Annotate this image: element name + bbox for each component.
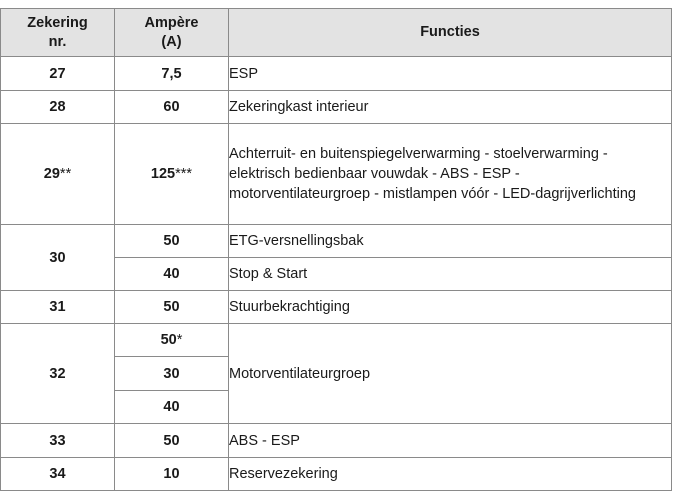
header-ampere — [115, 9, 229, 57]
fuse-number — [1, 124, 115, 225]
table-row — [1, 91, 672, 124]
table-row — [1, 225, 672, 258]
fuse-function-line-2: elektrisch bedienbaar vouwdak - ABS - ESP - — [229, 166, 520, 182]
fuse-function-line-1: Achterruit- en buitenspiegelverwarming - stoelverwarming - — [229, 146, 608, 162]
header-fuse-line-2: nr. — [48, 33, 67, 50]
table-row — [1, 291, 672, 324]
fuse-function: Stop & Start — [229, 258, 672, 291]
table-row — [1, 458, 672, 491]
fuse-function: Motorventilateurgroep — [229, 324, 672, 424]
fuse-function: Stuurbekrachtiging — [229, 291, 672, 324]
header-fuse-line-1: Zekering — [27, 14, 88, 31]
table-row — [1, 424, 672, 458]
fuse-number: 28 — [1, 91, 115, 124]
fuse-ampere: 40 — [115, 391, 229, 424]
header-amp-line-1: Ampère — [144, 14, 199, 31]
fuse-number: 27 — [1, 57, 115, 91]
fuse-number: 34 — [1, 458, 115, 491]
fuse-function: ETG-versnellingsbak — [229, 225, 672, 258]
fuse-function: ABS - ESP — [229, 424, 672, 458]
fuse-function-line-3: motorventilateurgroep - mistlampen vóór - LED-dagrijverlichting — [229, 186, 636, 202]
fuse-ampere-value: 125 — [150, 166, 176, 182]
fuse-number: 31 — [1, 291, 115, 324]
fuse-function — [229, 124, 672, 225]
header-functions: Functies — [229, 9, 672, 57]
fuse-number: 33 — [1, 424, 115, 458]
fuse-ampere: 30 — [115, 357, 229, 391]
fuse-ampere: 50 — [115, 291, 229, 324]
fuse-ampere — [115, 124, 229, 225]
fuse-number: 30 — [1, 225, 115, 291]
fuse-function: ESP — [229, 57, 672, 91]
fuse-ampere — [115, 324, 229, 357]
fuse-number-value: 29 — [43, 166, 60, 182]
fuse-ampere: 50 — [115, 225, 229, 258]
header-row — [1, 9, 672, 57]
header-amp-line-2: (A) — [161, 33, 182, 50]
fuse-ampere: 60 — [115, 91, 229, 124]
fuse-ampere: 50 — [115, 424, 229, 458]
fuse-ampere: 7,5 — [115, 57, 229, 91]
fuse-ampere-footnote-mark: *** — [175, 166, 193, 182]
fuse-function: Zekeringkast interieur — [229, 91, 672, 124]
fuse-ampere-value: 50 — [160, 332, 177, 348]
table-row — [1, 324, 672, 357]
header-fuse-number — [1, 9, 115, 57]
fuse-ampere: 40 — [115, 258, 229, 291]
fuse-number: 32 — [1, 324, 115, 424]
fuse-table — [0, 8, 672, 491]
fuse-ampere: 10 — [115, 458, 229, 491]
table-row — [1, 57, 672, 91]
table-row — [1, 124, 672, 225]
fuse-number-footnote-mark: ** — [59, 166, 72, 182]
fuse-function: Reservezekering — [229, 458, 672, 491]
fuse-ampere-footnote-mark: * — [176, 332, 183, 348]
